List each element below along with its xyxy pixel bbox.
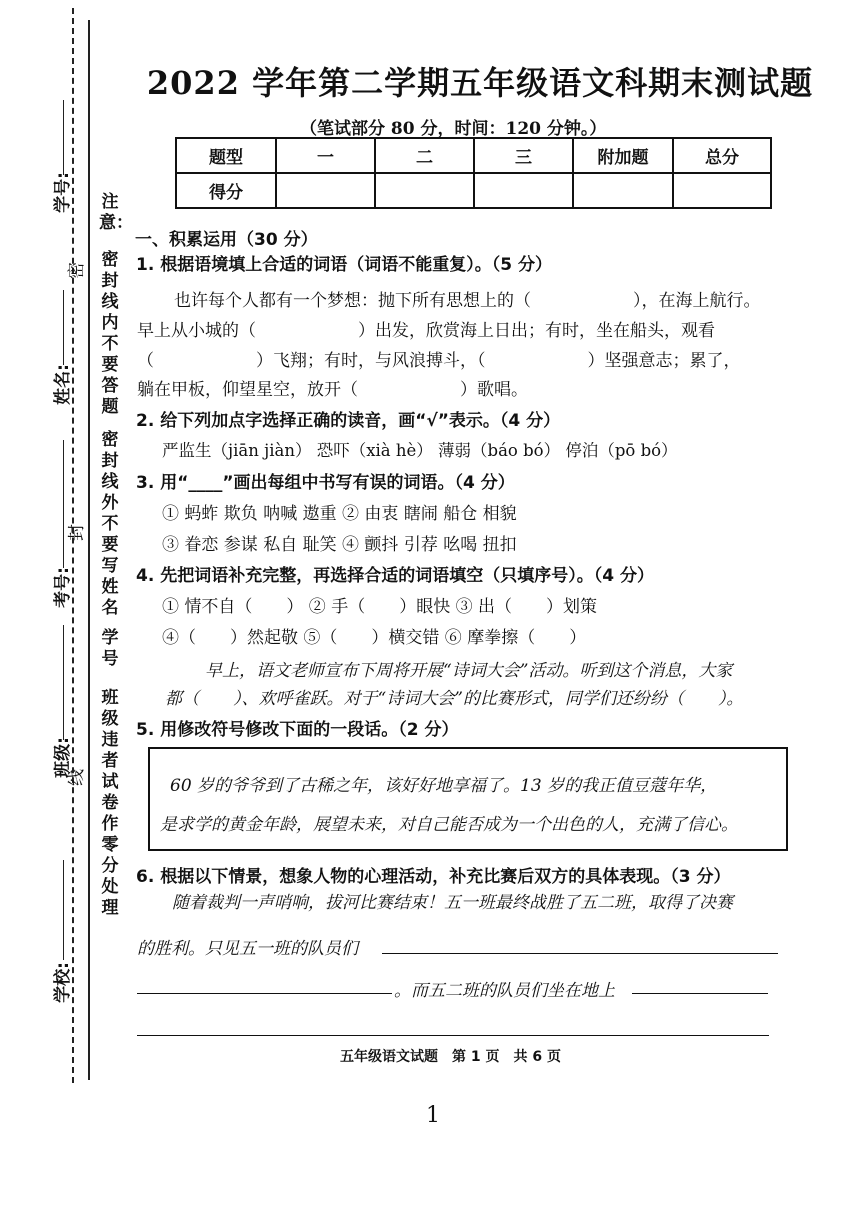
question-2-line: 严监生（jiān jiàn） 恐吓（xià hè） 薄弱（báo bó） 停泊（pō bó） xyxy=(162,441,678,460)
page-footer: 五年级语文试题 第 1 页 共 6 页 xyxy=(340,1049,561,1065)
answer-line[interactable] xyxy=(137,993,392,994)
score-cell: 总分 xyxy=(673,138,771,173)
question-4-line: ④（ ）然起敬 ⑤（ ）横交错 ⑥ 摩拳擦（ ） xyxy=(162,628,587,648)
question-5-box-line: 是求学的黄金年龄，展望未来，对自己能否成为一个出色的人，充满了信心。 xyxy=(160,815,738,835)
seal-char-xian: 线 xyxy=(67,769,87,786)
score-cell: 附加题 xyxy=(573,138,673,173)
score-cell: 二 xyxy=(375,138,474,173)
score-cell: 得分 xyxy=(176,173,276,208)
score-table xyxy=(175,137,772,209)
question-6-prompt: 6. 根据以下情景，想象人物的心理活动，补充比赛后双方的具体表现。（3 分） xyxy=(136,867,731,887)
field-class: 班级: xyxy=(52,737,73,778)
score-input-cell[interactable] xyxy=(673,173,771,208)
exam-subtitle: （笔试部分 80 分，时间：120 分钟。） xyxy=(300,119,607,139)
score-input-cell[interactable] xyxy=(474,173,573,208)
question-4-prompt: 4. 先把词语补充完整，再选择合适的词语填空（只填序号）。（4 分） xyxy=(136,566,654,586)
question-2-prompt: 2. 给下列加点字选择正确的读音，画“√”表示。（4 分） xyxy=(136,411,561,431)
question-4-line: 早上，语文老师宣布下周将开展“诗词大会”活动。听到这个消息，大家 xyxy=(205,661,733,681)
exam-title: 2022 学年第二学期五年级语文科期末测试题 xyxy=(146,64,814,102)
question-6-line: 。而五二班的队员们坐在地上 xyxy=(394,981,615,1001)
notice-number: 学号 xyxy=(101,628,119,669)
question-1-line: 也许每个人都有一个梦想：抛下所有思想上的（ ），在海上航行。 xyxy=(174,291,761,311)
question-3-line: ③ 眷恋 参谋 私自 耻笑 ④ 颤抖 引荐 吆喝 扭扣 xyxy=(162,535,517,555)
question-6-line: 的胜利。只见五一班的队员们 xyxy=(137,939,358,959)
field-line xyxy=(63,625,64,740)
field-name: 姓名: xyxy=(52,364,73,405)
score-input-cell[interactable] xyxy=(375,173,474,208)
notice-heading: 注意： xyxy=(99,192,133,233)
question-1-line: 早上从小城的（ ）出发，欣赏海上日出；有时，坐在船头，观看 xyxy=(137,321,715,341)
field-student-number: 学号: xyxy=(52,172,73,213)
answer-line[interactable] xyxy=(382,953,778,954)
question-5-prompt: 5. 用修改符号修改下面的一段话。（2 分） xyxy=(136,720,459,740)
field-exam-number: 考号: xyxy=(52,567,73,608)
question-5-box xyxy=(148,747,788,851)
question-1-line: 躺在甲板，仰望星空，放开（ ）歌唱。 xyxy=(137,380,528,400)
question-1-prompt: 1. 根据语境填上合适的词语（词语不能重复）。（5 分） xyxy=(136,255,552,275)
question-5-box-line: 60 岁的爷爷到了古稀之年，该好好地享福了。13 岁的我正值豆蔻年华， xyxy=(170,776,718,796)
question-4-line: ① 情不自（ ） ② 手（ ）眼快 ③ 出（ ）划策 xyxy=(162,597,598,617)
field-line xyxy=(63,100,64,175)
score-input-cell[interactable] xyxy=(276,173,375,208)
page-number: 1 xyxy=(426,1103,440,1128)
score-table-score-row xyxy=(176,173,771,208)
answer-line[interactable] xyxy=(632,993,768,994)
seal-char-mi: 密 xyxy=(67,262,87,279)
field-line xyxy=(63,440,64,568)
answer-line[interactable] xyxy=(137,1035,769,1036)
score-input-cell[interactable] xyxy=(573,173,673,208)
seal-dashed-line xyxy=(72,8,74,1083)
score-cell: 三 xyxy=(474,138,573,173)
field-line xyxy=(63,290,64,365)
seal-char-feng: 封 xyxy=(67,524,87,541)
question-4-line: 都（ ）、欢呼雀跃。对于“诗词大会”的比赛形式，同学们还纷纷（ ）。 xyxy=(165,689,744,709)
notice-class: 班级违者试卷作零分处理 xyxy=(101,688,119,918)
question-1-line: （ ）飞翔；有时，与风浪搏斗，（ ）坚强意志；累了， xyxy=(137,351,741,371)
score-table-header-row xyxy=(176,138,771,173)
question-3-prompt: 3. 用“____”画出每组中书写有误的词语。（4 分） xyxy=(136,473,515,493)
field-line xyxy=(63,860,64,960)
score-cell: 一 xyxy=(276,138,375,173)
notice-outside: 密封线外不要写姓名 xyxy=(101,430,119,618)
section-heading: 一、积累运用（30 分） xyxy=(135,230,318,250)
question-6-line: 随着裁判一声哨响，拔河比赛结束！五一班最终战胜了五二班，取得了决赛 xyxy=(172,893,733,913)
question-3-line: ① 蚂蚱 欺负 呐喊 遨重 ② 由衷 瞎闹 船仓 相貌 xyxy=(162,504,517,524)
score-cell: 题型 xyxy=(176,138,276,173)
seal-solid-line xyxy=(88,20,90,1080)
notice-inside: 密封线内不要答题 xyxy=(101,250,119,417)
field-school: 学校: xyxy=(52,962,73,1003)
